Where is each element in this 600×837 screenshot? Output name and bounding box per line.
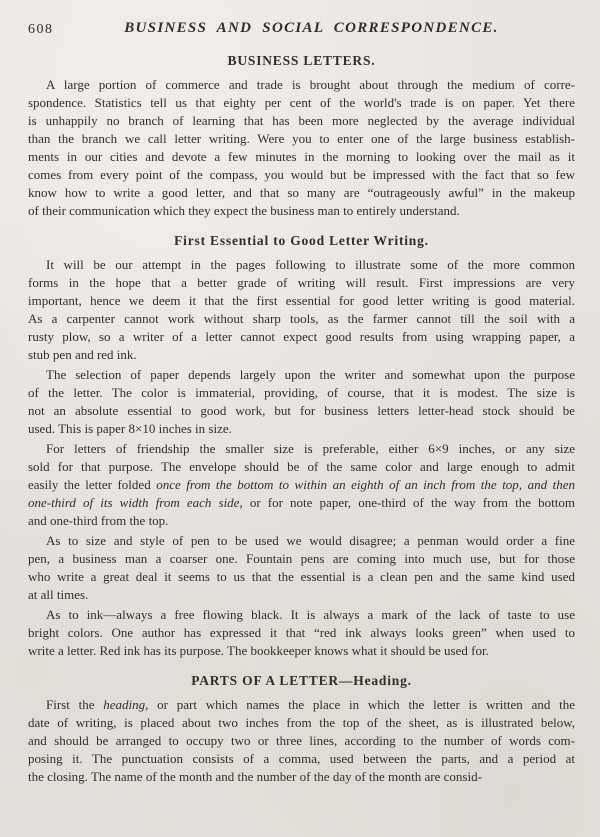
paragraph	[28, 696, 575, 786]
text-line	[28, 512, 575, 530]
text-run: , or part which names the place in which the letter is written and the	[145, 697, 575, 712]
text-run: than the branch we call letter writing. Were you to enter one of the large business establish-	[28, 131, 575, 146]
text-run: A large portion of commerce and trade is brought about through the medium of corre-	[46, 77, 575, 92]
text-run: the closing. The name of the month and the number of the day of the month are consid-	[28, 769, 482, 784]
text-line	[28, 94, 575, 112]
text-line	[28, 420, 575, 438]
text-line	[28, 76, 575, 94]
text-line	[28, 714, 575, 732]
text-line	[28, 310, 575, 328]
text-line	[28, 586, 575, 604]
text-line	[28, 346, 575, 364]
text-line	[28, 606, 575, 624]
paragraph	[28, 440, 575, 530]
text-run: As a carpenter cannot work without sharp tools, as the farmer cannot till the soil with a	[28, 311, 575, 326]
text-run: and one-third from the top.	[28, 513, 169, 528]
text-run: spondence. Statistics tell us that eighty per cent of the world's trade is on paper. Yet there	[28, 95, 575, 110]
text-run: used. This is paper 8×10 inches in size.	[28, 421, 232, 436]
text-run: For letters of friendship the smaller size is preferable, either 6×9 inches, or any size	[46, 441, 575, 456]
text-line	[28, 440, 575, 458]
text-line	[28, 274, 575, 292]
text-line	[28, 750, 575, 768]
text-run: sold for that purpose. The envelope should be of the same color and large enough to admit	[28, 459, 575, 474]
text-line	[28, 328, 575, 346]
text-line	[28, 130, 575, 148]
text-line	[28, 494, 575, 512]
text-run: , or for note paper, one-third of the way from the bottom	[239, 495, 575, 510]
italic-text-run: heading	[103, 697, 146, 712]
text-run: of the letter. The color is immaterial, providing, of course, that it is modest. The size is	[28, 385, 575, 400]
text-run: ,	[518, 477, 528, 492]
paragraph	[28, 366, 575, 438]
text-run: comes from every point of the compass, you would but be impressed with the fact that so few	[28, 167, 575, 182]
text-run: write a letter. Red ink has its purpose. The bookkeeper knows what it should be used for.	[28, 643, 489, 658]
text-run: important, hence we deem it that the first essential for good letter writing is good material.	[28, 293, 575, 308]
italic-text-run: once from the bottom to within an eighth of an inch from the top	[156, 477, 519, 492]
text-line	[28, 458, 575, 476]
text-line	[28, 568, 575, 586]
text-run: know how to write a good letter, and that so many are “outrageously awful” in the makeup	[28, 185, 575, 200]
text-line	[28, 532, 575, 550]
text-line	[28, 166, 575, 184]
text-line	[28, 184, 575, 202]
text-line	[28, 768, 575, 786]
text-run: bright colors. One author has expressed it that “red ink always looks green” when used to	[28, 625, 575, 640]
paragraph	[28, 606, 575, 660]
section-heading: PARTS OF A LETTER—Heading.	[191, 673, 412, 688]
text-run: rusty plow, so a writer of a letter cannot expect good results from using wrapping paper, a	[28, 329, 575, 344]
text-run: and should be arranged to occupy two or three lines, according to the number of words com-	[28, 733, 575, 748]
paragraph	[28, 256, 575, 364]
text-line	[28, 384, 575, 402]
text-line	[28, 256, 575, 274]
text-line	[28, 366, 575, 384]
running-head: BUSINESS AND SOCIAL CORRESPONDENCE.	[124, 20, 499, 36]
text-run: of their communication which they expect the business man to entirely understand.	[28, 203, 460, 218]
text-line	[28, 202, 575, 220]
text-line	[28, 148, 575, 166]
text-run: pen, a business man a coarser one. Fountain pens are coming into much use, but for those	[28, 551, 575, 566]
text-line	[28, 292, 575, 310]
text-run: date of writing, is placed about two inches from the top of the sheet, as is illustrated below,	[28, 715, 575, 730]
text-line	[28, 402, 575, 420]
text-line	[28, 112, 575, 130]
text-line	[28, 696, 575, 714]
text-run: stub pen and red ink.	[28, 347, 137, 362]
text-run: not an absolute essential to good work, but for business letters letter-head stock should be	[28, 403, 575, 418]
text-line	[28, 476, 575, 494]
text-line	[28, 550, 575, 568]
text-run: First the	[46, 697, 104, 712]
text-line	[28, 732, 575, 750]
text-run: It will be our attempt in the pages following to illustrate some of the more common	[46, 257, 575, 272]
text-run: forms in the hope that a better grade of writing will result. First impressions are very	[28, 275, 575, 290]
text-run: is unhappily no branch of learning that has been more neglected by the average individual	[28, 113, 575, 128]
text-run: The selection of paper depends largely upon the writer and somewhat upon the purpose	[46, 367, 575, 382]
text-run: ments in our cities and devote a few minutes in the morning to looking over the mail as it	[28, 149, 575, 164]
text-run: As to size and style of pen to be used we would disagree; a penman would order a fine	[46, 533, 575, 548]
text-run: at all times.	[28, 587, 89, 602]
section-heading: First Essential to Good Letter Writing.	[174, 233, 429, 248]
italic-text-run: one-third of its width from each side	[28, 495, 240, 510]
page-header	[28, 20, 575, 40]
section-heading: BUSINESS LETTERS.	[227, 53, 376, 68]
text-line	[28, 642, 575, 660]
page-number: 608	[28, 22, 54, 37]
paragraph	[28, 532, 575, 604]
italic-text-run: and then	[527, 477, 575, 492]
text-run: posing it. The punctuation consists of a comma, used between the parts, and a period at	[28, 751, 575, 766]
text-line	[28, 624, 575, 642]
text-run: easily the letter folded	[28, 477, 157, 492]
text-run: who write a great deal it seems to us that the essential is a clean pen and the same kind used	[28, 569, 575, 584]
page-body	[28, 53, 575, 786]
paragraph	[28, 76, 575, 220]
text-run: As to ink—always a free flowing black. It is always a mark of the lack of taste to use	[46, 607, 575, 622]
